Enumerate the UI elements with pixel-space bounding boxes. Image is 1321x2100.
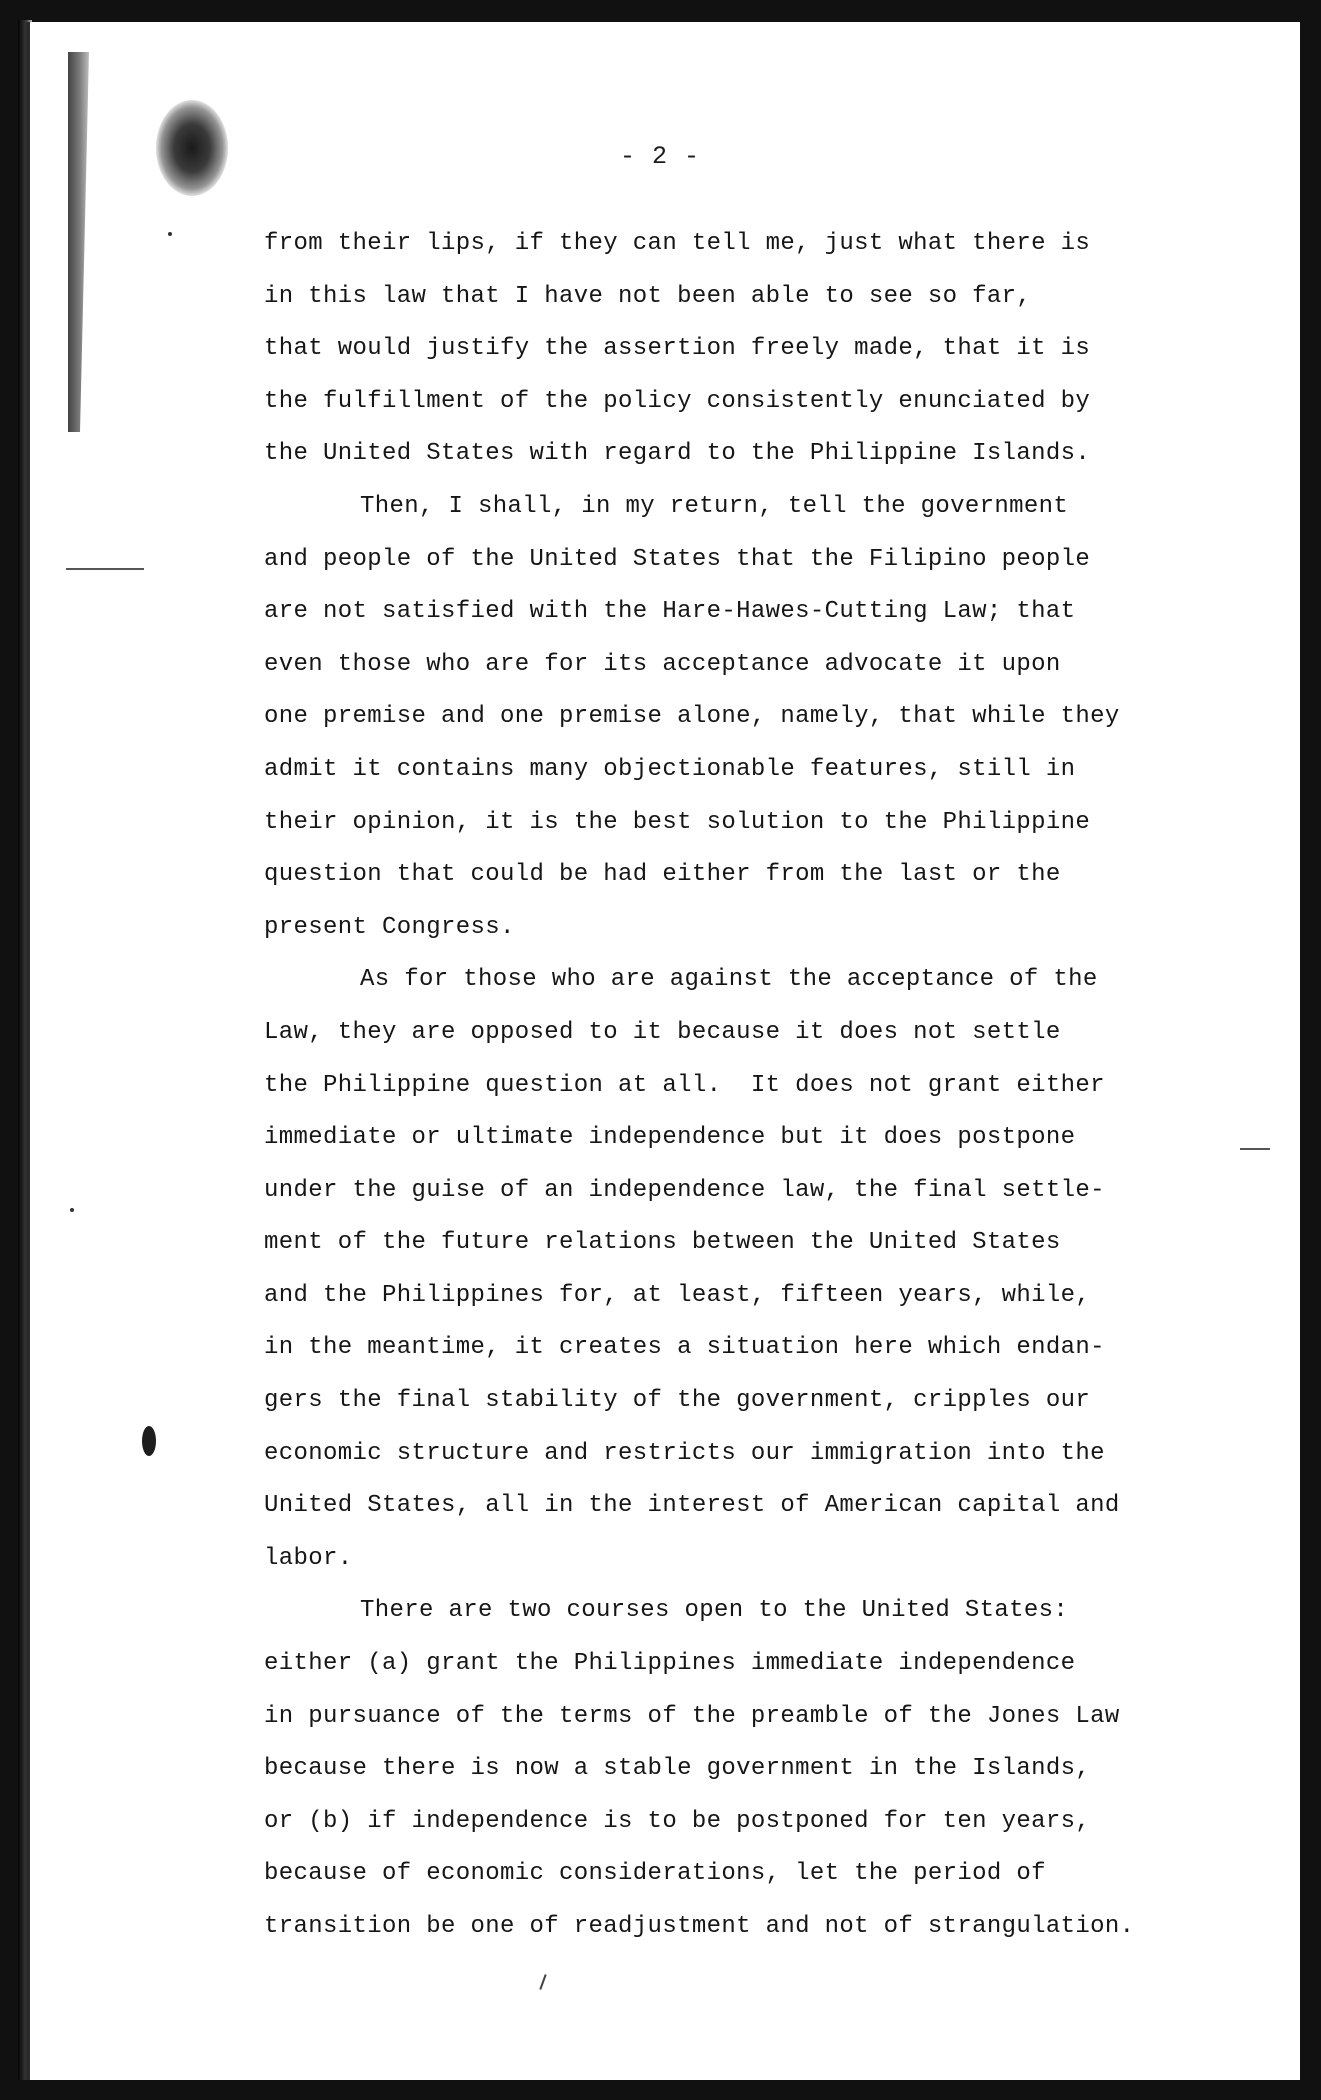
- paragraph: [264, 954, 1184, 1585]
- margin-mark-right: [1240, 1148, 1270, 1150]
- text-line: Law, they are opposed to it because it does not settle: [264, 1018, 1061, 1046]
- paragraph: [264, 218, 1184, 481]
- margin-mark-left: [66, 568, 144, 570]
- ink-blot: [156, 100, 228, 196]
- typed-body-text: [264, 218, 1184, 1954]
- text-line: under the guise of an independence law, the final settle-: [264, 1176, 1105, 1204]
- text-line: even those who are for its acceptance advocate it upon: [264, 650, 1061, 678]
- text-line: immediate or ultimate independence but it does postpone: [264, 1124, 1076, 1152]
- text-line: gers the final stability of the government, cripples our: [264, 1387, 1091, 1415]
- text-line: question that could be had either from the last or the: [264, 861, 1061, 889]
- text-line: ment of the future relations between the United States: [264, 1229, 1061, 1257]
- page-number: - 2 -: [619, 142, 700, 171]
- text-line: in the meantime, it creates a situation here which endan-: [264, 1334, 1105, 1362]
- margin-dot: [70, 1208, 74, 1212]
- text-line: are not satisfied with the Hare-Hawes-Cutting Law; that: [264, 598, 1076, 626]
- text-line: There are two courses open to the United States:: [360, 1597, 1069, 1625]
- text-line: one premise and one premise alone, namely, that while they: [264, 703, 1120, 731]
- text-line: As for those who are against the acceptance of the: [360, 966, 1098, 994]
- paragraph: [264, 1585, 1184, 1953]
- margin-dot: [168, 232, 172, 236]
- text-line: United States, all in the interest of American capital and: [264, 1492, 1120, 1520]
- paragraph: [264, 481, 1184, 954]
- text-line: admit it contains many objectionable features, still in: [264, 755, 1076, 783]
- text-line: Then, I shall, in my return, tell the government: [360, 492, 1069, 520]
- text-line: in pursuance of the terms of the preamble of the Jones Law: [264, 1702, 1120, 1730]
- ink-smudge: [142, 1426, 156, 1456]
- text-line: that would justify the assertion freely made, that it is: [264, 335, 1091, 363]
- text-line: the Philippine question at all. It does not grant either: [264, 1071, 1105, 1099]
- text-line: from their lips, if they can tell me, just what there is: [264, 230, 1091, 257]
- text-line: their opinion, it is the best solution to the Philippine: [264, 808, 1091, 836]
- text-line: labor.: [264, 1544, 353, 1572]
- text-line: and the Philippines for, at least, fifteen years, while,: [264, 1281, 1091, 1309]
- text-line: present Congress.: [264, 913, 515, 941]
- text-line: the United States with regard to the Philippine Islands.: [264, 440, 1091, 468]
- text-line: transition be one of readjustment and not of strangulation.: [264, 1913, 1135, 1940]
- text-line: economic structure and restricts our immigration into the: [264, 1439, 1105, 1467]
- page-curl-mark: [68, 52, 98, 432]
- text-line: because there is now a stable government in the Islands,: [264, 1755, 1091, 1783]
- text-line: either (a) grant the Philippines immediate independence: [264, 1650, 1076, 1678]
- text-line: and people of the United States that the Filipino people: [264, 545, 1091, 573]
- text-line: the fulfillment of the policy consistently enunciated by: [264, 387, 1091, 415]
- text-line: in this law that I have not been able to see so far,: [264, 282, 1032, 310]
- text-line: or (b) if independence is to be postponed for ten years,: [264, 1807, 1091, 1835]
- text-line: because of economic considerations, let the period of: [264, 1860, 1046, 1888]
